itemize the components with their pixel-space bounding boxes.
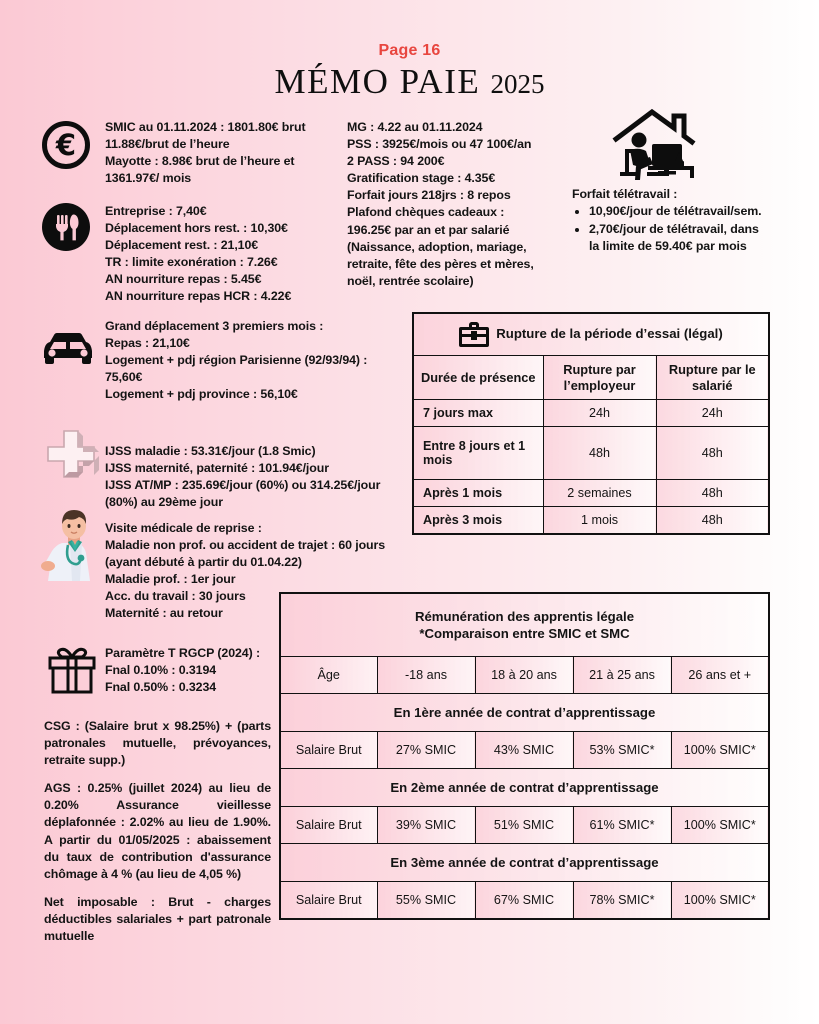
grand-deplacement-block [105,318,405,403]
column-header: Durée de présence [413,356,543,400]
euro-coin-icon: € [42,121,90,169]
cell-value: 39% SMIC [377,807,475,844]
rupture-title: Rupture de la période d’essai (légal) [496,325,723,341]
plafonds-line: Forfait jours 218jrs : 8 repos [347,188,511,203]
meals-line: Déplacement hors rest. : 10,30€ [105,221,288,236]
meals-line: Entreprise : 7,40€ [105,204,207,218]
column-header: 21 à 25 ans [573,657,671,694]
table-row [280,657,769,694]
visite-line: Maladie non prof. ou accident de trajet : 60 jours [105,538,386,553]
plafonds-line: noël, rentrée scolaire) [347,273,474,288]
table-rupture-periode-essai [412,312,768,535]
column-header: Rupture par l’employeur [543,356,656,400]
doctor-icon [40,509,112,594]
cell-value: 27% SMIC [377,732,475,769]
cell-value: 55% SMIC [377,882,475,920]
ijss-line: (80%) au 29ème jour [105,495,223,510]
page-title [0,62,819,102]
cell-value: 100% SMIC* [671,732,769,769]
deplacement-line: 75,60€ [105,370,143,385]
plafonds-line: 196.25€ par an et par salarié [347,222,510,237]
rgcp-line: Paramètre T RGCP (2024) : [105,646,260,660]
table-row [280,732,769,769]
page-number: Page 16 [378,42,441,59]
deplacement-line: Logement + pdj province : 56,10€ [105,387,298,402]
cotisations-paragraph: CSG : (Salaire brut x 98.25%) + (parts patronales mutuelle, prévoyances, retraite supp.) [44,719,271,768]
cell-value: 78% SMIC* [573,882,671,920]
smic-line: SMIC au 01.11.2024 : 1801.80€ brut [105,120,306,134]
table-row [413,356,769,400]
cell-value: 43% SMIC [475,732,573,769]
row-label: Salaire Brut [280,807,377,844]
plafonds-line: 2 PASS : 94 200€ [347,154,445,169]
year-banner: En 3ème année de contrat d’apprentissage [280,844,769,882]
cutlery-icon [42,203,90,251]
page-title-year: 2025 [490,69,545,99]
teletravail-bullet-list [572,203,762,255]
deplacement-line: Grand déplacement 3 premiers mois : [105,319,324,333]
cell-value: 100% SMIC* [671,882,769,920]
table-row [413,400,769,427]
visite-line: Visite médicale de reprise : [105,521,262,535]
row-label: Salaire Brut [280,732,377,769]
visite-line: Maternité : au retour [105,606,223,621]
table-remuneration-apprentis [279,592,768,920]
medical-cross-icon [40,425,102,492]
apprentis-title-cell [280,593,769,657]
year-banner: En 2ème année de contrat d’apprentissage [280,769,769,807]
smic-line: 11.88€/brut de l’heure [105,137,230,152]
plafonds-line: (Naissance, adoption, mariage, [347,239,527,254]
cell-salarie: 48h [656,480,769,507]
row-label: Entre 8 jours et 1 mois [413,427,543,480]
meals-line: AN nourriture repas : 5.45€ [105,272,262,287]
table-row [413,313,769,356]
cotisations-paragraph [44,780,271,883]
deplacement-line: Logement + pdj région Parisienne (92/93/94) : [105,353,368,368]
table-row [413,507,769,535]
ijss-line: IJSS maladie : 53.31€/jour (1.8 Smic) [105,444,316,458]
table-row [280,694,769,732]
cell-value: 53% SMIC* [573,732,671,769]
visite-line: Maladie prof. : 1er jour [105,572,236,587]
table-row [280,593,769,657]
plafonds-line: retraite, fête des pères et mères, [347,256,534,271]
column-header: Rupture par le salarié [656,356,769,400]
row-label: Salaire Brut [280,882,377,920]
meals-line: AN nourriture repas HCR : 4.22€ [105,289,292,304]
row-label: 7 jours max [413,400,543,427]
apprentis-title-line1: Rémunération des apprentis légale [414,609,635,624]
plafonds-block [347,119,572,290]
plafonds-line: MG : 4.22 au 01.11.2024 [347,120,483,134]
ijss-line: IJSS AT/MP : 235.69€/jour (60%) ou 314.25€/jour [105,478,381,493]
column-header: -18 ans [377,657,475,694]
list-item: • 2,70€/jour de télétravail, dans la limite de 59.40€ par mois [589,221,762,255]
smic-line: Mayotte : 8.98€ brut de l’heure et [105,154,295,169]
table-row [413,480,769,507]
plafonds-line: Gratification stage : 4.35€ [347,171,496,186]
meals-block [105,203,340,306]
cell-value: 67% SMIC [475,882,573,920]
year-banner: En 1ère année de contrat d’apprentissage [280,694,769,732]
cell-value: 100% SMIC* [671,807,769,844]
cell-employeur: 2 semaines [543,480,656,507]
chomage-line: A partir du 01/05/2025 : abaissement du taux de contribution d'assurance chômage à 4 % (au lieu de 4,05 %) [44,832,271,881]
ags-line: AGS : 0.25% (juillet 2024) au lieu de 0.20% [44,781,271,813]
table-row [280,882,769,920]
car-icon [40,331,96,372]
plafonds-line: Plafond chèques cadeaux : [347,205,505,220]
cotisations-block [44,718,271,945]
meals-line: TR : limite exonération : 7.26€ [105,255,278,270]
cotisations-paragraph: Net imposable : Brut - charges déductibles salariales + part patronale mutuelle [44,894,271,944]
cell-employeur: 48h [543,427,656,480]
gift-icon [44,644,100,705]
table-row [413,427,769,480]
rgcp-block [105,645,285,696]
plafonds-line: PSS : 3925€/mois ou 47 100€/an [347,137,532,152]
page-title-main: MÉMO PAIE [274,62,481,101]
teletravail-title: Forfait télétravail : [572,187,678,201]
rgcp-line: Fnal 0.10% : 0.3194 [105,663,217,678]
cell-salarie: 24h [656,400,769,427]
deplacement-line: Repas : 21,10€ [105,336,190,351]
meals-line: Déplacement rest. : 21,10€ [105,238,259,253]
visite-line: (ayant débuté à partir du 01.04.22) [105,555,302,570]
briefcase-icon [459,322,489,347]
home-office-icon [612,106,702,191]
ijss-block [105,443,415,511]
apprentis-title-line2: *Comparaison entre SMIC et SMC [419,626,630,641]
visite-line: Acc. du travail : 30 jours [105,589,246,604]
row-label: Après 1 mois [413,480,543,507]
cell-value: 51% SMIC [475,807,573,844]
cell-salarie: 48h [656,507,769,535]
teletravail-block [572,186,762,256]
column-header: 26 ans et + [671,657,769,694]
table-row [280,844,769,882]
vieillesse-line: Assurance vieillesse déplafonnée : 2.02% au lieu de 1.90%. [44,798,271,830]
smic-line: 1361.97€/ mois [105,171,192,186]
table-row [280,769,769,807]
rupture-title-cell [413,313,769,356]
column-header-age: Âge [280,657,377,694]
smic-block [105,119,350,187]
table-row [280,807,769,844]
rgcp-line: Fnal 0.50% : 0.3234 [105,680,217,695]
list-item: • 10,90€/jour de télétravail/sem. [589,203,762,220]
cell-salarie: 48h [656,427,769,480]
cell-employeur: 24h [543,400,656,427]
ijss-line: IJSS maternité, paternité : 101.94€/jour [105,461,329,476]
cell-employeur: 1 mois [543,507,656,535]
column-header: 18 à 20 ans [475,657,573,694]
cell-value: 61% SMIC* [573,807,671,844]
row-label: Après 3 mois [413,507,543,535]
